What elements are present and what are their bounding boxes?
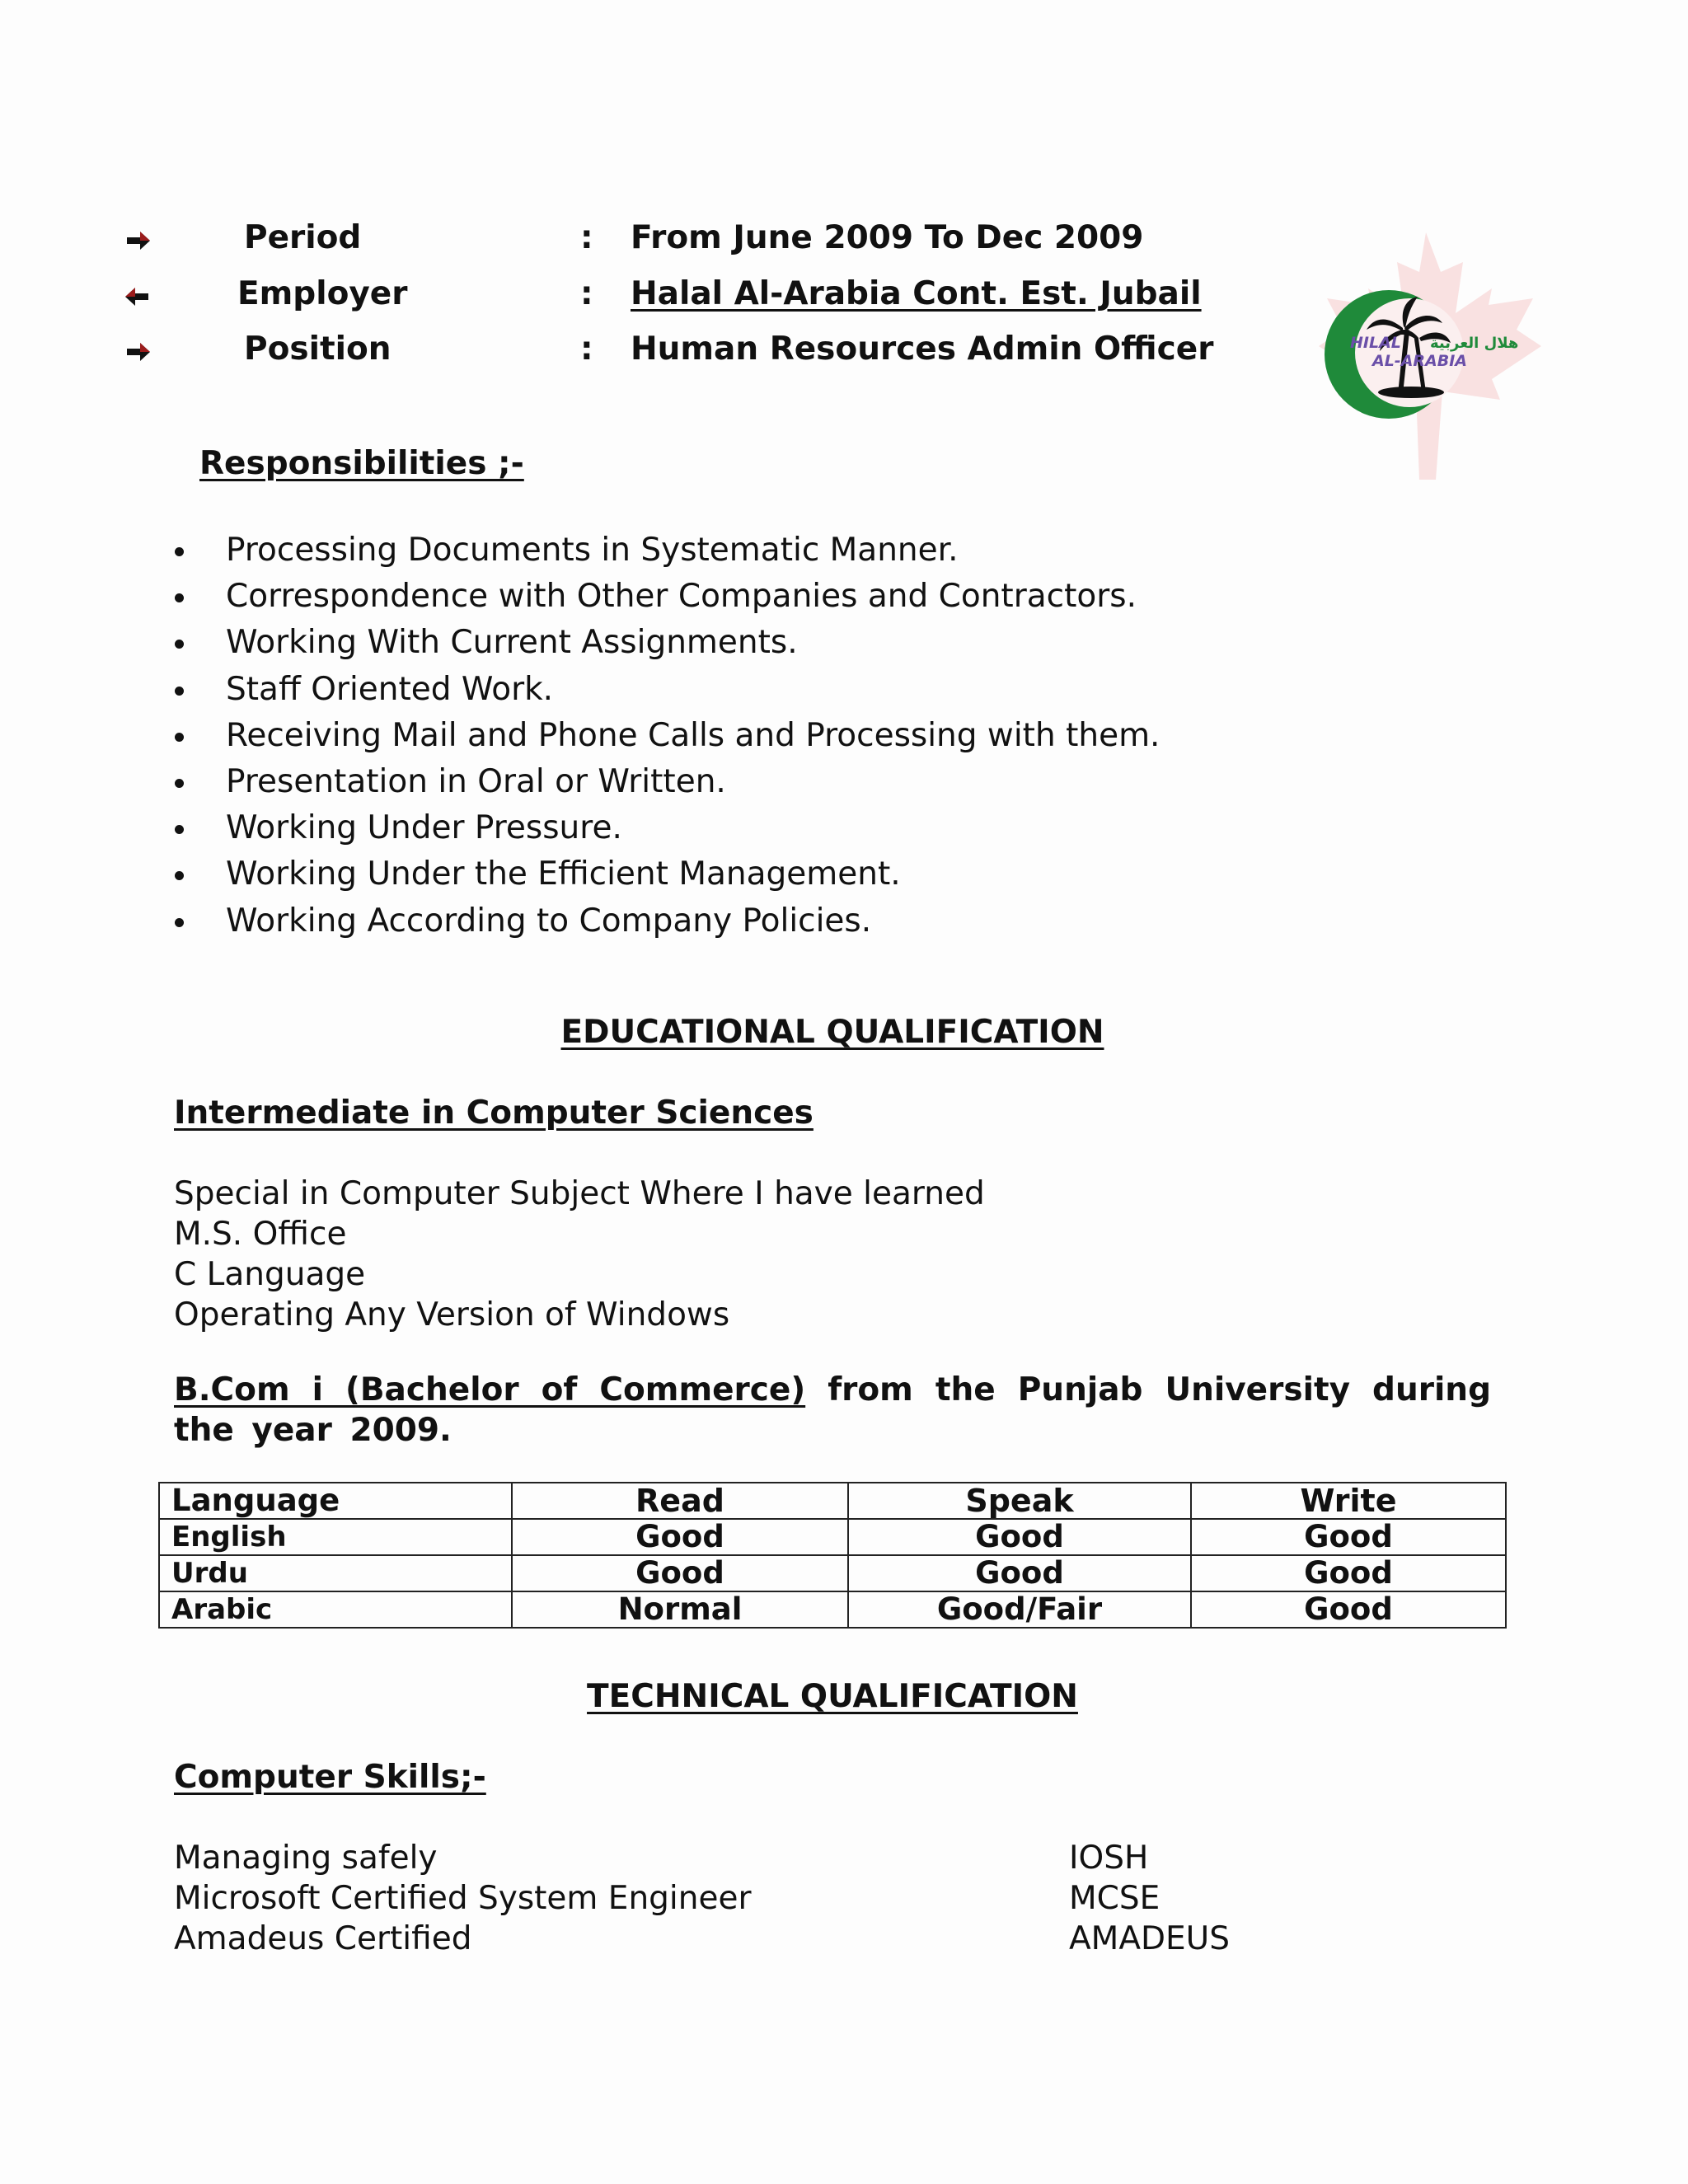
list-item: Working Under Pressure. [171, 805, 1160, 851]
period-value: From June 2009 To Dec 2009 [631, 219, 1144, 256]
detail-line: M.S. Office [174, 1216, 347, 1253]
table-cell: Good [1191, 1519, 1506, 1555]
list-item: Processing Documents in Systematic Manner. [171, 527, 1160, 574]
intermediate-title: Intermediate in Computer Sciences [174, 1094, 814, 1132]
skills-list [174, 1840, 1575, 1961]
computer-skills-heading: Computer Skills;- [174, 1759, 486, 1796]
bullet-dot-icon [175, 547, 184, 556]
table-cell: Urdu [159, 1555, 512, 1591]
bullet-dot-icon [175, 733, 184, 742]
arrow-bullet-icon [124, 229, 152, 252]
list-item: Staff Oriented Work. [171, 667, 1160, 713]
period-row [0, 214, 1236, 264]
list-item: Correspondence with Other Companies and Contractors. [171, 574, 1160, 620]
header-cell: Language [159, 1483, 512, 1519]
position-colon: : [580, 330, 593, 368]
bullet-dot-icon [175, 779, 184, 788]
svg-text:هلال العربية: هلال العربية [1430, 335, 1519, 352]
bullet-dot-icon [175, 871, 184, 880]
table-cell: Good [848, 1555, 1191, 1591]
list-item: Working According to Company Policies. [171, 898, 1160, 944]
table-header-row [159, 1483, 1506, 1519]
skill-code: MCSE [1069, 1880, 1160, 1917]
detail-line: Special in Computer Subject Where I have learned [174, 1175, 985, 1212]
table-cell: Arabic [159, 1591, 512, 1628]
position-row [0, 326, 1236, 375]
header-cell: Read [512, 1483, 848, 1519]
table-cell: Good/Fair [848, 1591, 1191, 1628]
responsibilities-heading: Responsibilities ;- [199, 445, 524, 482]
detail-line: C Language [174, 1256, 366, 1293]
company-logo [1294, 223, 1566, 486]
detail-line: Operating Any Version of Windows [174, 1296, 730, 1333]
bcom-paragraph [174, 1370, 1491, 1451]
employer-row [0, 270, 1236, 320]
list-item [174, 1880, 1575, 1920]
list-item: Working With Current Assignments. [171, 620, 1160, 666]
employer-label: Employer [237, 275, 408, 312]
educational-heading: EDUCATIONAL QUALIFICATION [560, 1014, 1104, 1051]
employer-colon: : [580, 275, 593, 312]
language-table [158, 1482, 1507, 1629]
svg-text:AL-ARABIA: AL-ARABIA [1372, 352, 1467, 370]
table-cell: Good [1191, 1591, 1506, 1628]
skill-code: IOSH [1069, 1840, 1149, 1877]
table-cell: Good [848, 1519, 1191, 1555]
position-label: Position [244, 330, 392, 368]
header-cell: Speak [848, 1483, 1191, 1519]
period-label: Period [244, 219, 362, 256]
bullet-dot-icon [175, 825, 184, 834]
employer-value: Halal Al-Arabia Cont. Est. Jubail [631, 275, 1202, 312]
arrow-bullet-icon [124, 285, 152, 308]
technical-heading: TECHNICAL QUALIFICATION [587, 1678, 1078, 1715]
bullet-dot-icon [175, 640, 184, 649]
table-cell: Good [512, 1519, 848, 1555]
bcom-title: B.Com i (Bachelor of Commerce) [174, 1371, 806, 1408]
header-cell: Write [1191, 1483, 1506, 1519]
bullet-dot-icon [175, 918, 184, 927]
list-item [174, 1840, 1575, 1880]
list-item: Receiving Mail and Phone Calls and Processing with them. [171, 713, 1160, 759]
table-cell: Good [512, 1555, 848, 1591]
intermediate-details [174, 1174, 985, 1335]
list-item [174, 1920, 1575, 1961]
arrow-bullet-icon [124, 340, 152, 363]
table-cell: English [159, 1519, 512, 1555]
list-item: Working Under the Efficient Management. [171, 851, 1160, 898]
position-value: Human Resources Admin Officer [631, 330, 1214, 368]
svg-text:HILAL: HILAL [1350, 334, 1401, 352]
bcom-rest: from the Punjab University during the year 2009. [174, 1371, 1491, 1449]
skill-name: Amadeus Certified [174, 1920, 472, 1957]
list-item: Presentation in Oral or Written. [171, 759, 1160, 805]
responsibilities-list [171, 527, 1160, 944]
table-row [159, 1555, 1506, 1591]
bullet-dot-icon [175, 687, 184, 696]
table-cell: Good [1191, 1555, 1506, 1591]
skill-name: Managing safely [174, 1840, 438, 1877]
table-cell: Normal [512, 1591, 848, 1628]
bullet-dot-icon [175, 593, 184, 602]
skill-code: AMADEUS [1069, 1920, 1230, 1957]
table-row [159, 1591, 1506, 1628]
skill-name: Microsoft Certified System Engineer [174, 1880, 752, 1917]
period-colon: : [580, 219, 593, 256]
table-row [159, 1519, 1506, 1555]
